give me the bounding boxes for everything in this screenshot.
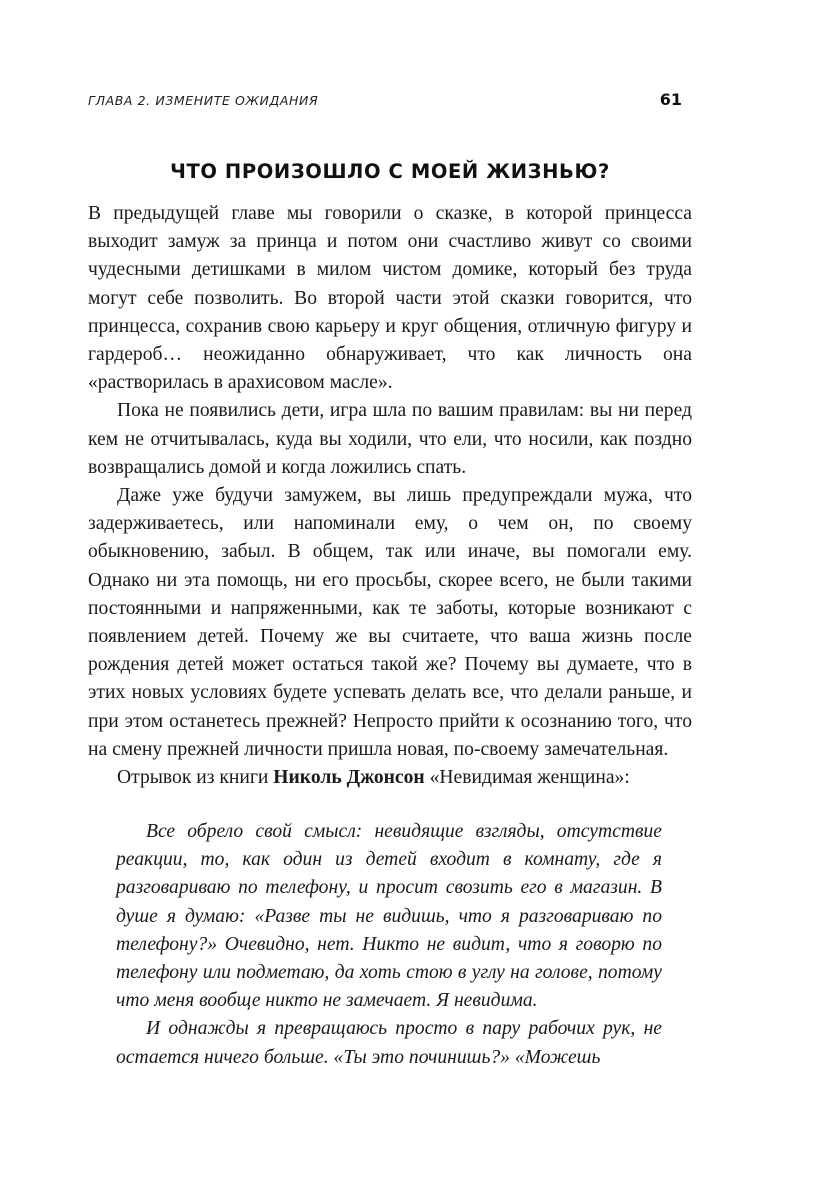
quote-paragraph: Все обрело свой смысл: невидящие взгляды, отсутствие реакции, то, как один из детей входит в комнату, где я разговариваю по телефону, и просит свозить его в магазин. В душе я думаю: «Разве ты не видишь, что я разговариваю по телефону?» Очевидно, нет. Никто не видит, что я говорю по телефону или подметаю, да хоть стою в углу на голове, потому что меня вообще никто не замечает. Я невидима. [116,821,662,1012]
body-paragraph: В предыдущей главе мы говорили о сказке, в которой принцесса выходит замуж за принца и потом они счастливо живут со своими чудесными детишками в милом чистом домике, который без труда могут себе позволить. Во второй части этой сказки говорится, что принцесса, сохранив свою карьеру и круг общения, отличную фигуру и гардероб… неожиданно обнаруживает, что как личность она «растворилась в арахисовом масле». [88,203,692,394]
excerpt-intro-suffix: «Невидимая женщина»: [424,767,630,789]
body-text [88,200,692,792]
page-number: 61 [659,90,682,109]
section-heading: ЧТО ПРОИЗОШЛО С МОЕЙ ЖИЗНЬЮ? [170,160,610,183]
excerpt-intro [88,764,692,792]
quote-paragraph: И однажды я превращаюсь просто в пару рабочих рук, не остается ничего больше. «Ты это починишь?» «Можешь [116,1018,662,1068]
book-page [88,0,692,1200]
excerpt-intro-prefix: Отрывок из книги [117,767,274,789]
book-excerpt-quote [116,818,662,1072]
quoted-author: Николь Джонсон [273,767,425,789]
chapter-title: ГЛАВА 2. ИЗМЕНИТЕ ОЖИДАНИЯ [88,93,319,108]
body-paragraph: Даже уже будучи замужем, вы лишь предупреждали мужа, что задерживаетесь, или напоминали ему, о чем он, по своему обыкновению, забыл. В общем, так или иначе, вы помогали ему. Однако ни эта помощь, ни его просьбы, скорее всего, не были такими постоянными и напряженными, как те заботы, которые возникают с появлением детей. Почему же вы считаете, что ваша жизнь после рождения детей может остаться такой же? Почему вы думаете, что в этих новых условиях будете успевать делать все, что делали раньше, и при этом останетесь прежней? Непросто прийти к осознанию того, что на смену прежней личности пришла новая, по-своему замечательная. [88,485,692,760]
body-paragraph: Пока не появились дети, игра шла по вашим правилам: вы ни перед кем не отчитывалась, куда вы ходили, что ели, что носили, как поздно возвращались домой и когда ложились спать. [88,400,692,478]
running-header [88,90,688,112]
